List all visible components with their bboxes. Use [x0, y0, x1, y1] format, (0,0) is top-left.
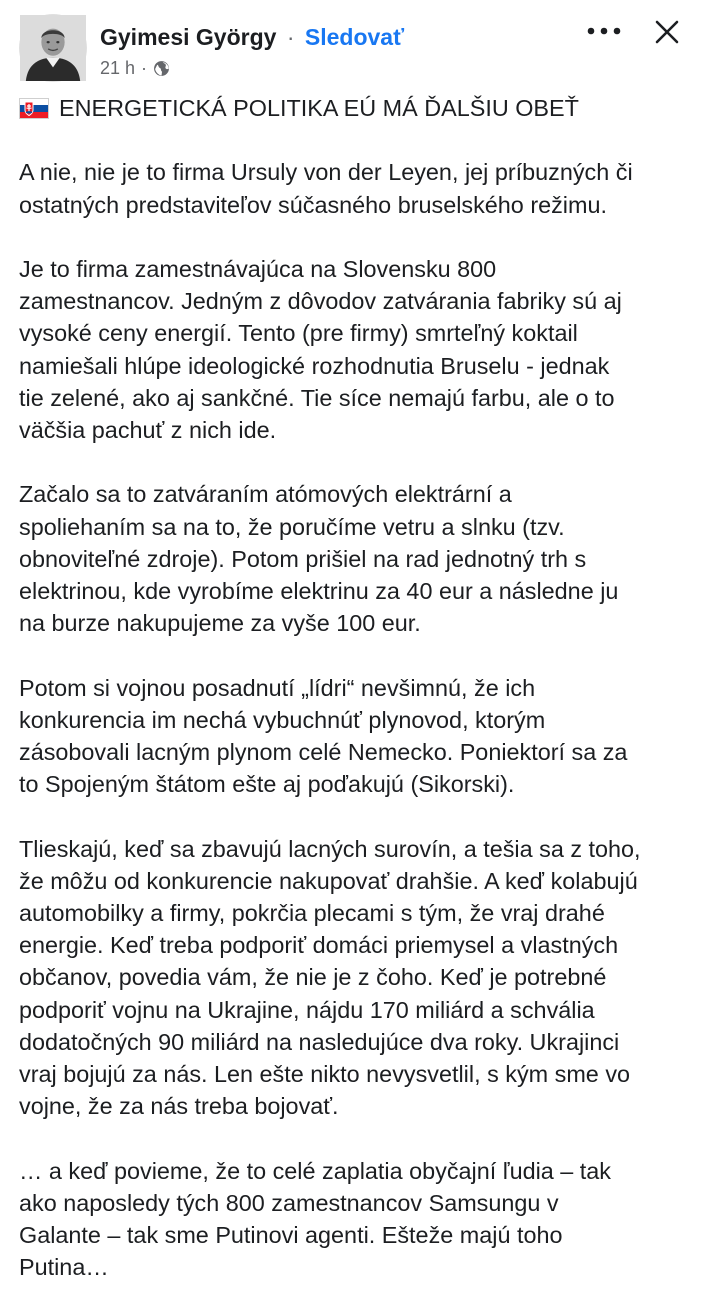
post-body	[19, 92, 691, 1316]
meta-separator: ·	[141, 58, 148, 78]
post-paragraph-4: Potom si vojnou posadnutí „lídri“ nevšimnú, že ich konkurencia im nechá vybuchnúť plynovod, ktorým zásobovali lacným plynom celé Nemecko. Poniektorí sa za to Spojeným štátom ešte aj poďakujú (Sikorski).	[19, 674, 628, 798]
post-paragraph-1: A nie, nie je to firma Ursuly von der Leyen, jej príbuzných či ostatných predstaviteľov súčasného bruselského režimu.	[19, 159, 633, 218]
post-paragraph-2: Je to firma zamestnávajúca na Slovensku 800 zamestnancov. Jedným z dôvodov zatvárania fabriky sú aj vysoké ceny energií. Tento (pre firmy) smrteľný koktail namiešali hlúpe ideologické rozhodnutia Bruselu - jednak tie zelené, ako aj sankčné. Tie síce nemajú farbu, ale o to väčšia pachuť z nich ide.	[19, 255, 622, 443]
post-paragraph-5: Tlieskajú, keď sa zbavujú lacných surovín, a tešia sa z toho, že môžu od konkurencie nakupovať drahšie. A keď kolabujú automobilky a firmy, pokrčia plecami s tým, že vraj drahé energie. Keď treba podporiť domáci priemysel a vlastných občanov, povedia vám, že nie je z čoho. Keď je potrebné podporiť vojnu na Ukrajine, nájdu 170 miliárd a schvália dodatočných 90 miliárd na nasledujúce dva roky. Ukrajinci vraj bojujú za nás. Len ešte nikto nevysvetlil, s kým sme vo vojne, že za nás treba bojovať.	[19, 835, 641, 1120]
close-icon[interactable]	[651, 16, 683, 48]
post-header	[19, 14, 689, 84]
more-options-icon[interactable]	[584, 16, 624, 46]
post-meta	[100, 56, 170, 80]
author-line	[100, 22, 404, 52]
post-timestamp[interactable]: 21 h	[100, 58, 136, 78]
globe-icon[interactable]	[153, 60, 170, 77]
avatar[interactable]	[19, 14, 87, 82]
post-title	[19, 92, 691, 124]
post-title-text: ENERGETICKÁ POLITIKA EÚ MÁ ĎALŠIU OBEŤ	[59, 95, 579, 121]
separator-dot: ·	[286, 24, 295, 50]
avatar-photo	[20, 15, 86, 81]
post-paragraph-3: Začalo sa to zatváraním atómových elektrární a spoliehaním sa na to, že poručíme vetru a slnku (tzv. obnoviteľné zdroje). Potom prišiel na rad jednotný trh s elektrinou, kde vyrobíme elektrinu za 40 eur a následne ju na burze nakupujeme za vyše 100 eur.	[19, 481, 619, 637]
slovak-flag-icon	[19, 98, 49, 119]
follow-button[interactable]: Sledovať	[304, 24, 405, 50]
author-name[interactable]: Gyimesi György	[100, 24, 277, 50]
post-paragraph-6: … a keď povieme, že to celé zaplatia obyčajní ľudia – tak ako naposledy tých 800 zamestnancov Samsungu v Galante – tak sme Putinovi agenti. Ešteže majú toho Putina…	[19, 1157, 611, 1281]
